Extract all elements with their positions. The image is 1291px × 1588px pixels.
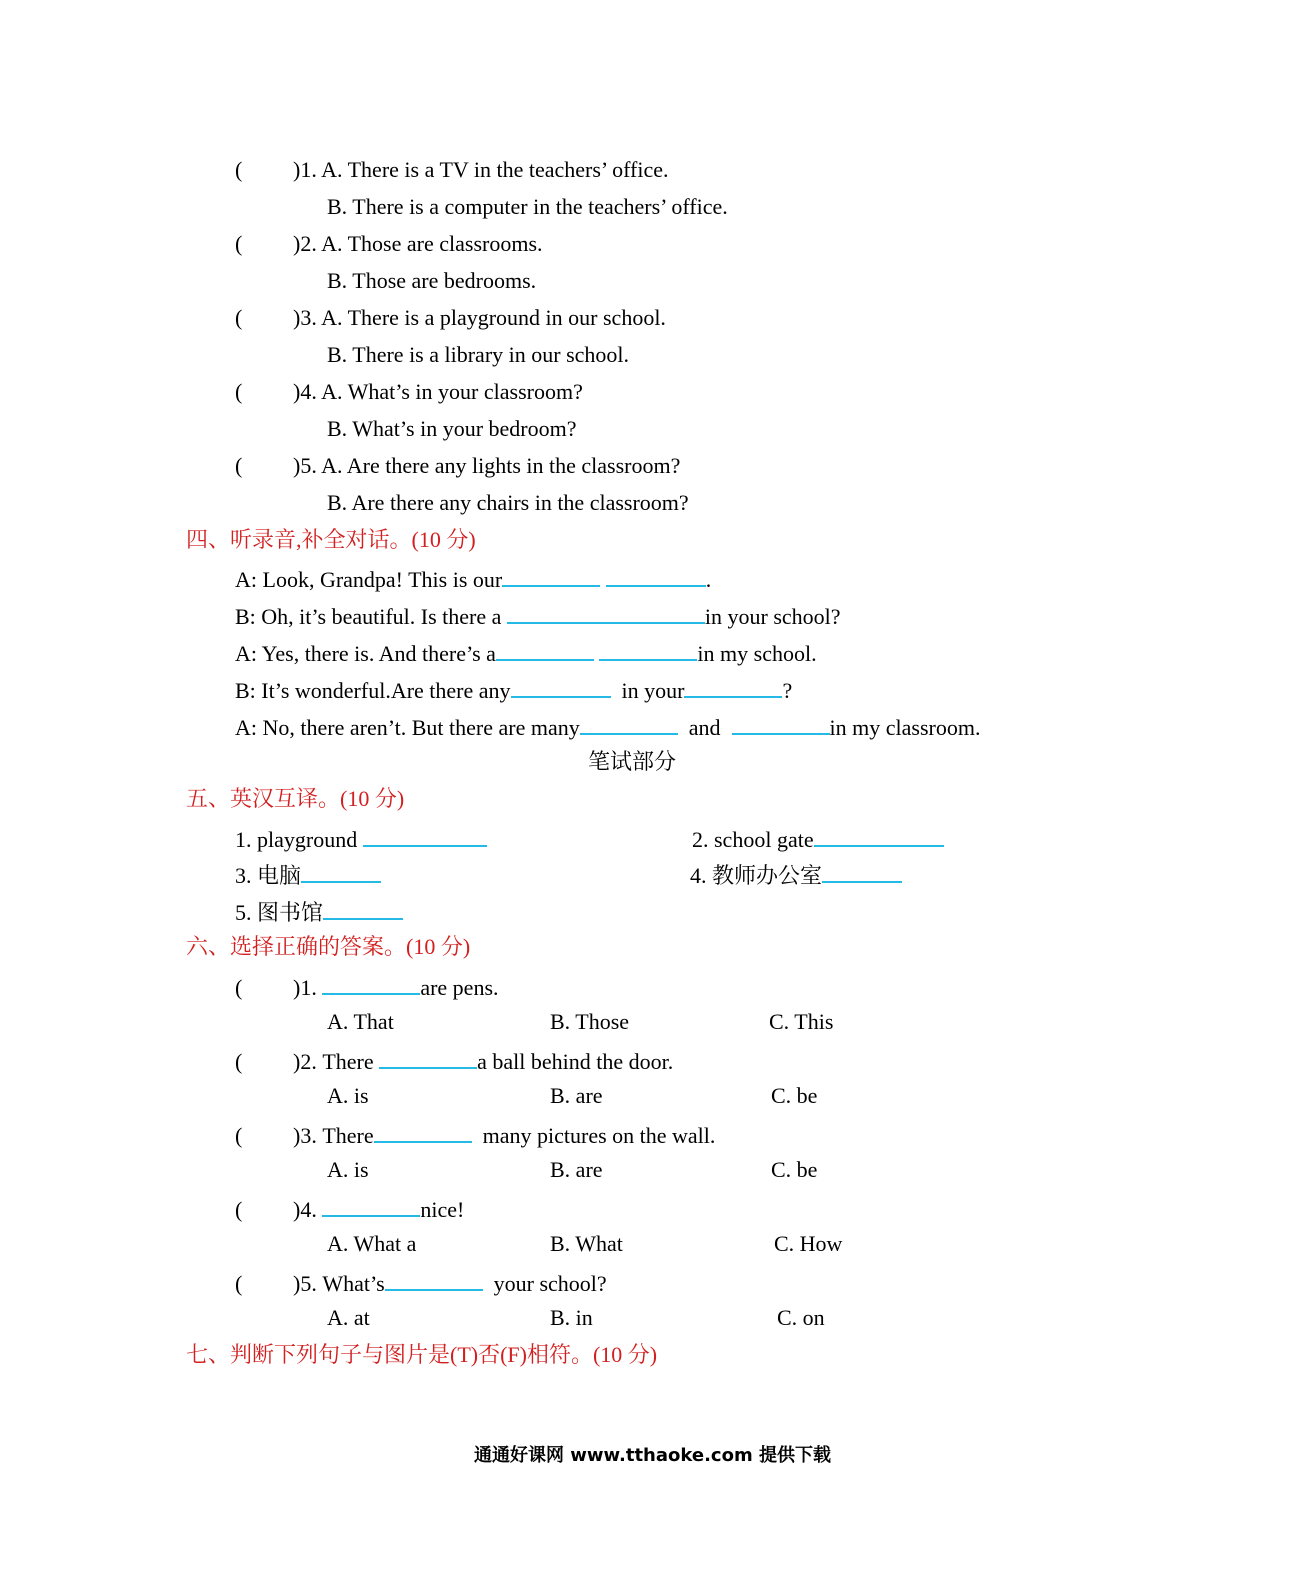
option-a: A. What’s in your classroom? bbox=[321, 379, 583, 404]
question-number: )2. bbox=[293, 1049, 317, 1074]
s3-q5-line-b bbox=[327, 489, 689, 517]
translate-term: 3. 电脑 bbox=[235, 863, 302, 888]
fill-blank[interactable] bbox=[322, 971, 420, 995]
fill-blank[interactable] bbox=[822, 859, 902, 883]
mc-option-c: C. be bbox=[771, 1157, 818, 1182]
mc-option-a: A. What a bbox=[327, 1231, 417, 1256]
option-b: B. What’s in your bedroom? bbox=[327, 416, 577, 441]
question-number: )1. bbox=[293, 975, 317, 1000]
fill-blank[interactable] bbox=[379, 1045, 477, 1069]
translate-item-1 bbox=[235, 823, 487, 854]
translate-item-4 bbox=[690, 859, 902, 890]
mc-option-b: B. Those bbox=[550, 1009, 630, 1034]
fill-blank[interactable] bbox=[606, 563, 706, 587]
written-part-title: 笔试部分 bbox=[588, 749, 677, 774]
dialog-line-2 bbox=[235, 600, 841, 631]
fill-blank[interactable] bbox=[496, 637, 594, 661]
s3-q1-line-a bbox=[235, 156, 669, 184]
s3-q3-line-a bbox=[235, 304, 666, 332]
s3-q2-line-a bbox=[235, 230, 543, 258]
fill-blank[interactable] bbox=[385, 1267, 483, 1291]
question-text: are pens. bbox=[420, 975, 499, 1000]
question-text: There bbox=[322, 1123, 374, 1148]
dialog-text: in your bbox=[621, 678, 685, 703]
fill-blank[interactable] bbox=[511, 674, 611, 698]
translate-term: 4. 教师办公室 bbox=[690, 863, 823, 888]
mc-option-c: C. be bbox=[771, 1083, 818, 1108]
mc-question-1 bbox=[235, 971, 499, 1002]
answer-paren[interactable]: ( bbox=[235, 231, 243, 256]
question-number: )4. bbox=[293, 379, 317, 404]
s3-q1-line-b bbox=[327, 193, 728, 221]
section4-heading: 四、听录音,补全对话。(10 分) bbox=[186, 527, 476, 552]
dialog-text: ? bbox=[782, 678, 793, 703]
mc-option-a: A. at bbox=[327, 1305, 370, 1330]
dialog-text: B: Oh, it’s beautiful. Is there a bbox=[235, 604, 502, 629]
answer-paren[interactable]: ( bbox=[235, 157, 243, 182]
fill-blank[interactable] bbox=[814, 823, 944, 847]
mc-option-a: A. That bbox=[327, 1009, 394, 1034]
dialog-line-5 bbox=[235, 711, 980, 742]
dialog-text: B: It’s wonderful.Are there any bbox=[235, 678, 511, 703]
fill-blank[interactable] bbox=[507, 600, 705, 624]
dialog-text: in my school. bbox=[697, 641, 817, 666]
mc-option-b: B. are bbox=[550, 1157, 603, 1182]
answer-paren[interactable]: ( bbox=[235, 1271, 243, 1296]
fill-blank[interactable] bbox=[684, 674, 782, 698]
answer-paren[interactable]: ( bbox=[235, 453, 243, 478]
translate-item-2 bbox=[692, 823, 944, 854]
fill-blank[interactable] bbox=[580, 711, 678, 735]
option-a: A. Those are classrooms. bbox=[321, 231, 543, 256]
option-b: B. There is a library in our school. bbox=[327, 342, 630, 367]
mc-question-2 bbox=[235, 1045, 673, 1076]
fill-blank[interactable] bbox=[322, 1193, 420, 1217]
dialog-text: A: No, there aren’t. But there are many bbox=[235, 715, 580, 740]
s3-q4-line-b bbox=[327, 415, 577, 443]
page-footer: 通通好课网 www.tthaoke.com 提供下载 bbox=[474, 1445, 831, 1466]
s3-q2-line-b bbox=[327, 267, 536, 295]
mc-option-b: B. are bbox=[550, 1083, 603, 1108]
question-number: )1. bbox=[293, 157, 317, 182]
question-text: nice! bbox=[420, 1197, 465, 1222]
option-a: A. There is a playground in our school. bbox=[321, 305, 666, 330]
question-text: many pictures on the wall. bbox=[482, 1123, 716, 1148]
dialog-line-4 bbox=[235, 674, 792, 705]
translate-item-3 bbox=[235, 859, 381, 890]
fill-blank[interactable] bbox=[599, 637, 697, 661]
answer-paren[interactable]: ( bbox=[235, 1123, 243, 1148]
answer-paren[interactable]: ( bbox=[235, 1197, 243, 1222]
mc-question-4 bbox=[235, 1193, 464, 1224]
translate-term: 5. 图书馆 bbox=[235, 900, 324, 925]
fill-blank[interactable] bbox=[363, 823, 487, 847]
s3-q3-line-b bbox=[327, 341, 629, 369]
fill-blank[interactable] bbox=[301, 859, 381, 883]
option-a: A. Are there any lights in the classroom? bbox=[321, 453, 681, 478]
answer-paren[interactable]: ( bbox=[235, 379, 243, 404]
question-number: )2. bbox=[293, 231, 317, 256]
mc-option-c: C. on bbox=[777, 1305, 825, 1330]
dialog-text: . bbox=[705, 567, 712, 592]
mc-option-c: C. How bbox=[774, 1231, 843, 1256]
answer-paren[interactable]: ( bbox=[235, 1049, 243, 1074]
s3-q5-line-a bbox=[235, 452, 680, 480]
fill-blank[interactable] bbox=[323, 896, 403, 920]
s3-q4-line-a bbox=[235, 378, 583, 406]
question-number: )3. bbox=[293, 305, 317, 330]
fill-blank[interactable] bbox=[502, 563, 600, 587]
question-number: )5. bbox=[293, 453, 317, 478]
dialog-text: in my classroom. bbox=[829, 715, 981, 740]
dialog-line-3 bbox=[235, 637, 817, 668]
fill-blank[interactable] bbox=[374, 1119, 472, 1143]
answer-paren[interactable]: ( bbox=[235, 305, 243, 330]
question-text: a ball behind the door. bbox=[477, 1049, 674, 1074]
question-text: your school? bbox=[493, 1271, 607, 1296]
dialog-line-1 bbox=[235, 563, 711, 594]
translate-term: 2. school gate bbox=[692, 827, 814, 852]
dialog-text: A: Look, Grandpa! This is our bbox=[235, 567, 503, 592]
question-text: What’s bbox=[322, 1271, 385, 1296]
mc-question-3 bbox=[235, 1119, 715, 1150]
mc-option-a: A. is bbox=[327, 1157, 369, 1182]
option-a: A. There is a TV in the teachers’ office. bbox=[321, 157, 669, 182]
section7-heading: 七、判断下列句子与图片是(T)否(F)相符。(10 分) bbox=[186, 1342, 658, 1367]
question-number: )4. bbox=[293, 1197, 317, 1222]
question-text: There bbox=[322, 1049, 374, 1074]
translate-item-5 bbox=[235, 896, 403, 927]
mc-option-c: C. This bbox=[769, 1009, 834, 1034]
section5-heading: 五、英汉互译。(10 分) bbox=[186, 786, 405, 811]
mc-question-5 bbox=[235, 1267, 607, 1298]
dialog-text: in your school? bbox=[704, 604, 841, 629]
dialog-text: and bbox=[688, 715, 721, 740]
section6-heading: 六、选择正确的答案。(10 分) bbox=[186, 934, 471, 959]
answer-paren[interactable]: ( bbox=[235, 975, 243, 1000]
option-b: B. Those are bedrooms. bbox=[327, 268, 537, 293]
mc-option-b: B. What bbox=[550, 1231, 623, 1256]
mc-option-b: B. in bbox=[550, 1305, 593, 1330]
option-b: B. There is a computer in the teachers’ office. bbox=[327, 194, 728, 219]
fill-blank[interactable] bbox=[732, 711, 830, 735]
option-b: B. Are there any chairs in the classroom? bbox=[327, 490, 689, 515]
mc-option-a: A. is bbox=[327, 1083, 369, 1108]
question-number: )5. bbox=[293, 1271, 317, 1296]
translate-term: 1. playground bbox=[235, 827, 358, 852]
question-number: )3. bbox=[293, 1123, 317, 1148]
dialog-text: A: Yes, there is. And there’s a bbox=[235, 641, 496, 666]
